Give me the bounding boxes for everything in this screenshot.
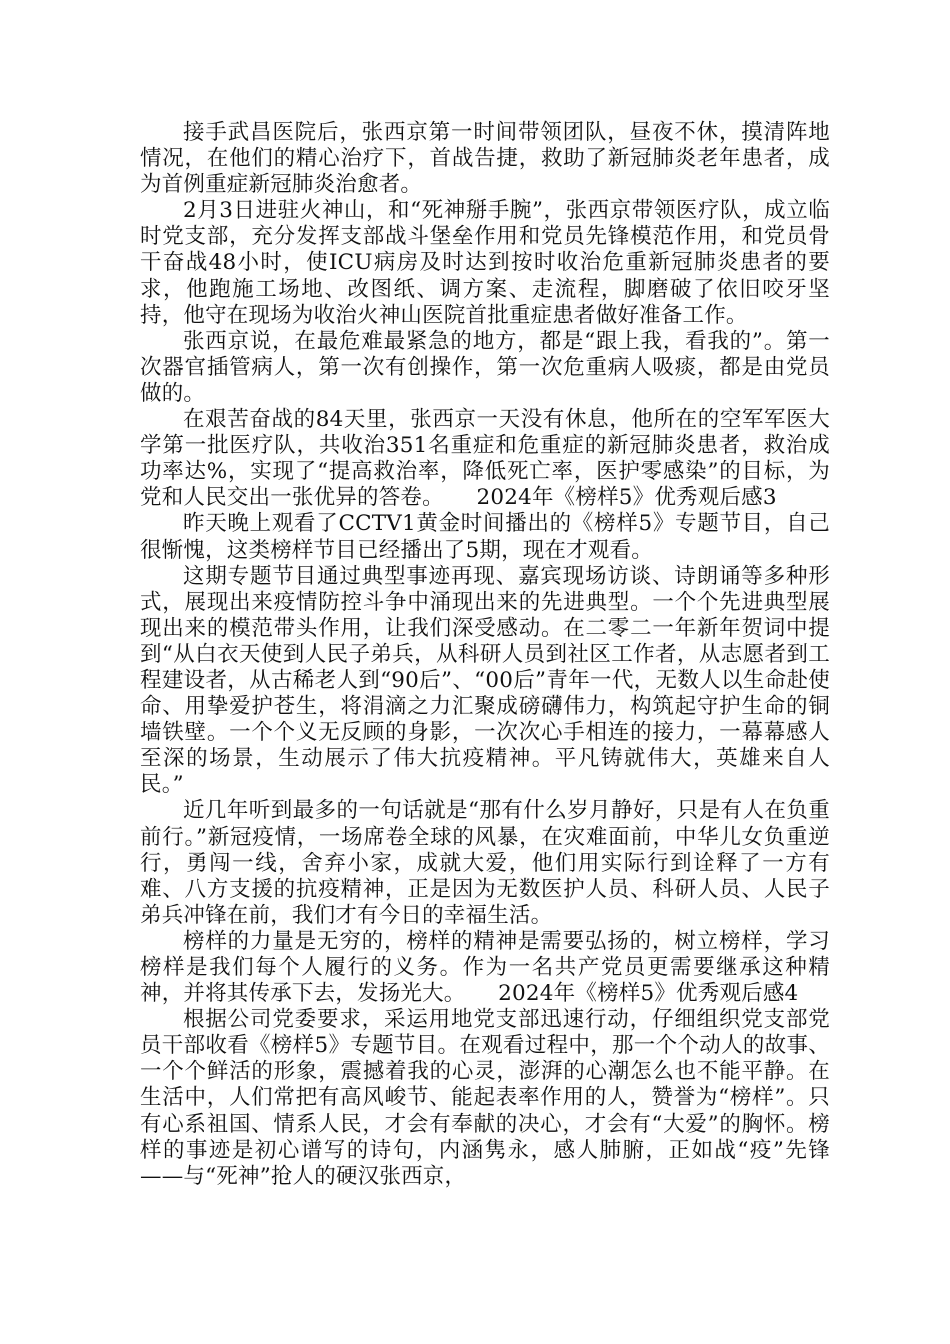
paragraph-2: 2月3日进驻火神山，和“死神掰手腕”，张西京带领医疗队，成立临时党支部，充分发挥支部战斗堡垒作用和党员先锋模范作用，和党员骨干奋战48小时，使ICU病房及时达到按时收治危重新冠肺炎患者的要求，他跑施工场地、改图纸、调方案、走流程，脚磨破了依旧咬牙坚持，他守在现场为收治火神山医院首批重症患者做好准备工作。 [140, 198, 830, 328]
paragraph-3: 张西京说，在最危难最紧急的地方，都是“跟上我，看我的”。第一次器官插管病人，第一次有创操作，第一次危重病人吸痰，都是由党员做的。 [140, 328, 830, 406]
paragraph-5: 昨天晚上观看了CCTV1黄金时间播出的《榜样5》专题节目，自己很惭愧，这类榜样节目已经播出了5期，现在才观看。 [140, 511, 830, 563]
paragraph-6: 这期专题节目通过典型事迹再现、嘉宾现场访谈、诗朗诵等多种形式，展现出来疫情防控斗争中涌现出来的先进典型。一个个先进典型展现出来的模范带头作用，让我们深受感动。在二零二一年新年贺词中提到“从白衣天使到人民子弟兵，从科研人员到社区工作者，从志愿者到工程建设者，从古稀老人到“90后”、“00后”青年一代，无数人以生命赴使命、用挚爱护苍生，将涓滴之力汇聚成磅礴伟力，构筑起守护生命的铜墙铁壁。一个个义无反顾的身影，一次次心手相连的接力，一幕幕感人至深的场景，生动展示了伟大抗疫精神。平凡铸就伟大，英雄来自人民。” [140, 563, 830, 798]
paragraph-8: 榜样的力量是无穷的，榜样的精神是需要弘扬的，树立榜样，学习榜样是我们每个人履行的义务。作为一名共产党员更需要继承这种精神，并将其传承下去，发扬光大。 2024年《榜样5》优秀观后感4 [140, 928, 830, 1007]
paragraph-9: 根据公司党委要求，采运用地党支部迅速行动，仔细组织党支部党员干部收看《榜样5》专题节目。在观看过程中，那一个个动人的故事、一个个鲜活的形象，震撼着我的心灵，澎湃的心潮怎么也不能平静。在生活中，人们常把有高风峻节、能起表率作用的人，赞誉为“榜样”。只有心系祖国、情系人民，才会有奉献的决心，才会有“大爱”的胸怀。榜样的事迹是初心谱写的诗句，内涵隽永，感人肺腑，正如战“疫”先锋——与“死神”抢人的硬汉张西京， [140, 1007, 830, 1189]
paragraph-4: 在艰苦奋战的84天里，张西京一天没有休息，他所在的空军军医大学第一批医疗队，共收治351名重症和危重症的新冠肺炎患者，救治成功率达%，实现了“提高救治率，降低死亡率，医护零感染”的目标，为党和人民交出一张优异的答卷。 2024年《榜样5》优秀观后感3 [140, 407, 830, 511]
paragraph-1: 接手武昌医院后，张西京第一时间带领团队，昼夜不休，摸清阵地情况，在他们的精心治疗下，首战告捷，救助了新冠肺炎老年患者，成为首例重症新冠肺炎治愈者。 [140, 120, 830, 198]
document-body [140, 120, 830, 1190]
paragraph-7: 近几年听到最多的一句话就是“那有什么岁月静好，只是有人在负重前行。”新冠疫情，一场席卷全球的风暴，在灾难面前，中华儿女负重逆行，勇闯一线，舍弃小家，成就大爱，他们用实际行到诠释了一方有难、八方支援的抗疫精神，正是因为无数医护人员、科研人员、人民子弟兵冲锋在前，我们才有今日的幸福生活。 [140, 798, 830, 928]
